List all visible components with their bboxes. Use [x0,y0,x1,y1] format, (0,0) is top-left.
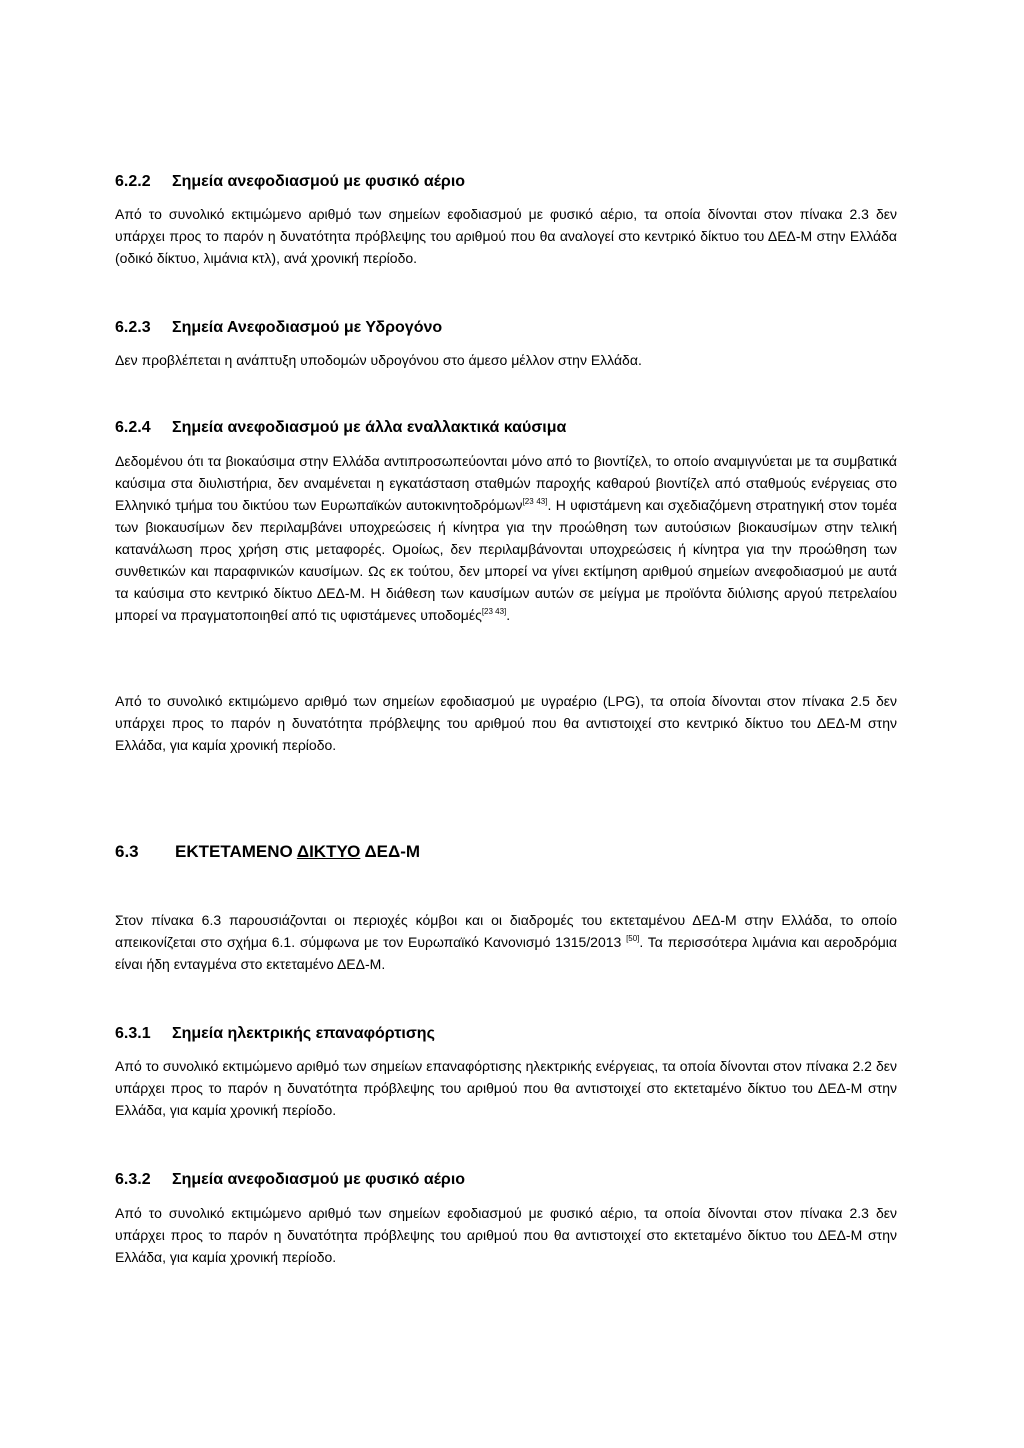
paragraph-lpg: Από το συνολικό εκτιμώμενο αριθμό των σημείων εφοδιασμού με υγραέριο (LPG), τα οποία δίνονται στον πίνακα 2.5 δεν υπάρχει προς το παρόν η δυνατότητα πρόβλεψης του αριθμού που θα αντιστοιχεί στο κεντρικό δίκτυο του ΔΕΔ-Μ στην Ελλάδα, για καμία χρονική περίοδο. [115,693,897,753]
section-title: Σημεία ηλεκτρικής επαναφόρτισης [172,1025,435,1042]
text-run: . Η υφιστάμενη και σχεδιαζόμενη στρατηγική στον τομέα των βιοκαυσίμων δεν περιλαμβάνει υποχρεώσεις ή κίνητρα για την προώθηση των αυτούσιων βιοκαυσίμων στην τελική κατανάλωση προς χρήση στις μεταφορές. Ομοίως, δεν περιλαμβάνονται υποχρεώσεις ή κίνητρα για την προώθηση των συνθετικών και παραφινικών καυσίμων. Ως εκ τούτου, δεν μπορεί να γίνει εκτίμηση αριθμού σημείων ανεφοδιασμού με αυτά τα καύσιμα στο κεντρικό δίκτυο ΔΕΔ-Μ. Η διάθεση των καυσίμων αυτών σε μείγμα με προϊόντα διύλισης αργού πετρελαίου μπορεί να πραγματοποιηθεί από τις υφιστάμενες υποδομές [115,497,897,623]
section-title-part: ΕΚΤΕΤΑΜΕΝΟ [175,842,297,861]
text-run: . [506,607,511,623]
section-heading-6-2-3 [115,318,442,338]
section-number: 6.3 [115,842,139,861]
section-number: 6.2.4 [115,419,151,436]
paragraph-natural-gas-core: Από το συνολικό εκτιμώμενο αριθμό των σημείων εφοδιασμού με φυσικό αέριο, τα οποία δίνονται στον πίνακα 2.3 δεν υπάρχει προς το παρόν η δυνατότητα πρόβλεψης του αριθμού που θα αναλογεί στο κεντρικό δίκτυο του ΔΕΔ-Μ στην Ελλάδα (οδικό δίκτυο, λιμάνια κτλ), ανά χρονική περίοδο. [115,206,897,266]
section-heading-6-3 [115,842,420,862]
section-title: Σημεία Ανεφοδιασμού με Υδρογόνο [172,319,443,336]
paragraph-natural-gas-extended: Από το συνολικό εκτιμώμενο αριθμό των σημείων εφοδιασμού με φυσικό αέριο, τα οποία δίνονται στον πίνακα 2.3 δεν υπάρχει προς το παρόν η δυνατότητα πρόβλεψης του αριθμού που θα αντιστοιχεί στο εκτεταμένο δίκτυο του ΔΕΔ-Μ στην Ελλάδα, για καμία χρονική περίοδο. [115,1205,897,1265]
section-heading-6-3-1 [115,1024,435,1044]
section-heading-6-2-4 [115,418,566,438]
section-title: Σημεία ανεφοδιασμού με φυσικό αέριο [172,173,466,190]
section-number: 6.3.2 [115,1171,151,1188]
section-heading-6-3-2 [115,1170,465,1190]
citation-ref: [23 43] [522,497,548,506]
citation-ref: [50] [626,934,640,943]
section-title-part: ΔΕΔ-Μ [360,842,421,861]
citation-ref: [23 43] [481,607,507,616]
text-run: Δεδομένου ότι τα βιοκαύσιμα στην Ελλάδα αντιπροσωπεύονται μόνο από το βιοντίζελ, το οποίο αναμιγνύεται με τα συμβατικά καύσιμα στα διυλιστήρια, δεν αναμένεται η εγκατάσταση σταθμών παροχής καθαρού βιοντίζελ από σταθμούς ενέργειας στο Ελληνικό τμήμα του δικτύου των Ευρωπαϊκών αυτοκινητοδρόμων [115,453,897,513]
section-title: Σημεία ανεφοδιασμού με άλλα εναλλακτικά καύσιμα [172,419,567,436]
section-number: 6.3.1 [115,1025,151,1042]
section-number: 6.2.2 [115,173,151,190]
paragraph-biofuels [115,450,897,626]
section-number: 6.2.3 [115,319,151,336]
paragraph-electric-charging: Από το συνολικό εκτιμώμενο αριθμό των σημείων επαναφόρτισης ηλεκτρικής ενέργειας, τα οποία δίνονται στον πίνακα 2.2 δεν υπάρχει προς το παρόν η δυνατότητα πρόβλεψης του αριθμού που θα αντιστοιχεί στο εκτεταμένο δίκτυο του ΔΕΔ-Μ στην Ελλάδα, για καμία χρονική περίοδο. [115,1058,897,1118]
section-title: Σημεία ανεφοδιασμού με φυσικό αέριο [172,1171,466,1188]
paragraph-hydrogen: Δεν προβλέπεται η ανάπτυξη υποδομών υδρογόνου στο άμεσο μέλλον στην Ελλάδα. [115,352,642,368]
section-heading-6-2-2 [115,172,465,192]
text-run: . Τα περισσότερα λιμάνια και αεροδρόμια είναι ήδη ενταγμένα στο εκτεταμένο ΔΕΔ-Μ. [115,934,897,972]
text-run: Στον πίνακα 6.3 παρουσιάζονται οι περιοχές κόμβοι και οι διαδρομές του εκτεταμένου ΔΕΔ-Μ στην Ελλάδα, το οποίο απεικονίζεται στο σχήμα 6.1. σύμφωνα με τον Ευρωπαϊκό Κανονισμό 1315/2013 [115,912,897,950]
section-title-part: ΔΙΚΤΥΟ [296,842,361,861]
paragraph-extended-network [115,909,897,975]
